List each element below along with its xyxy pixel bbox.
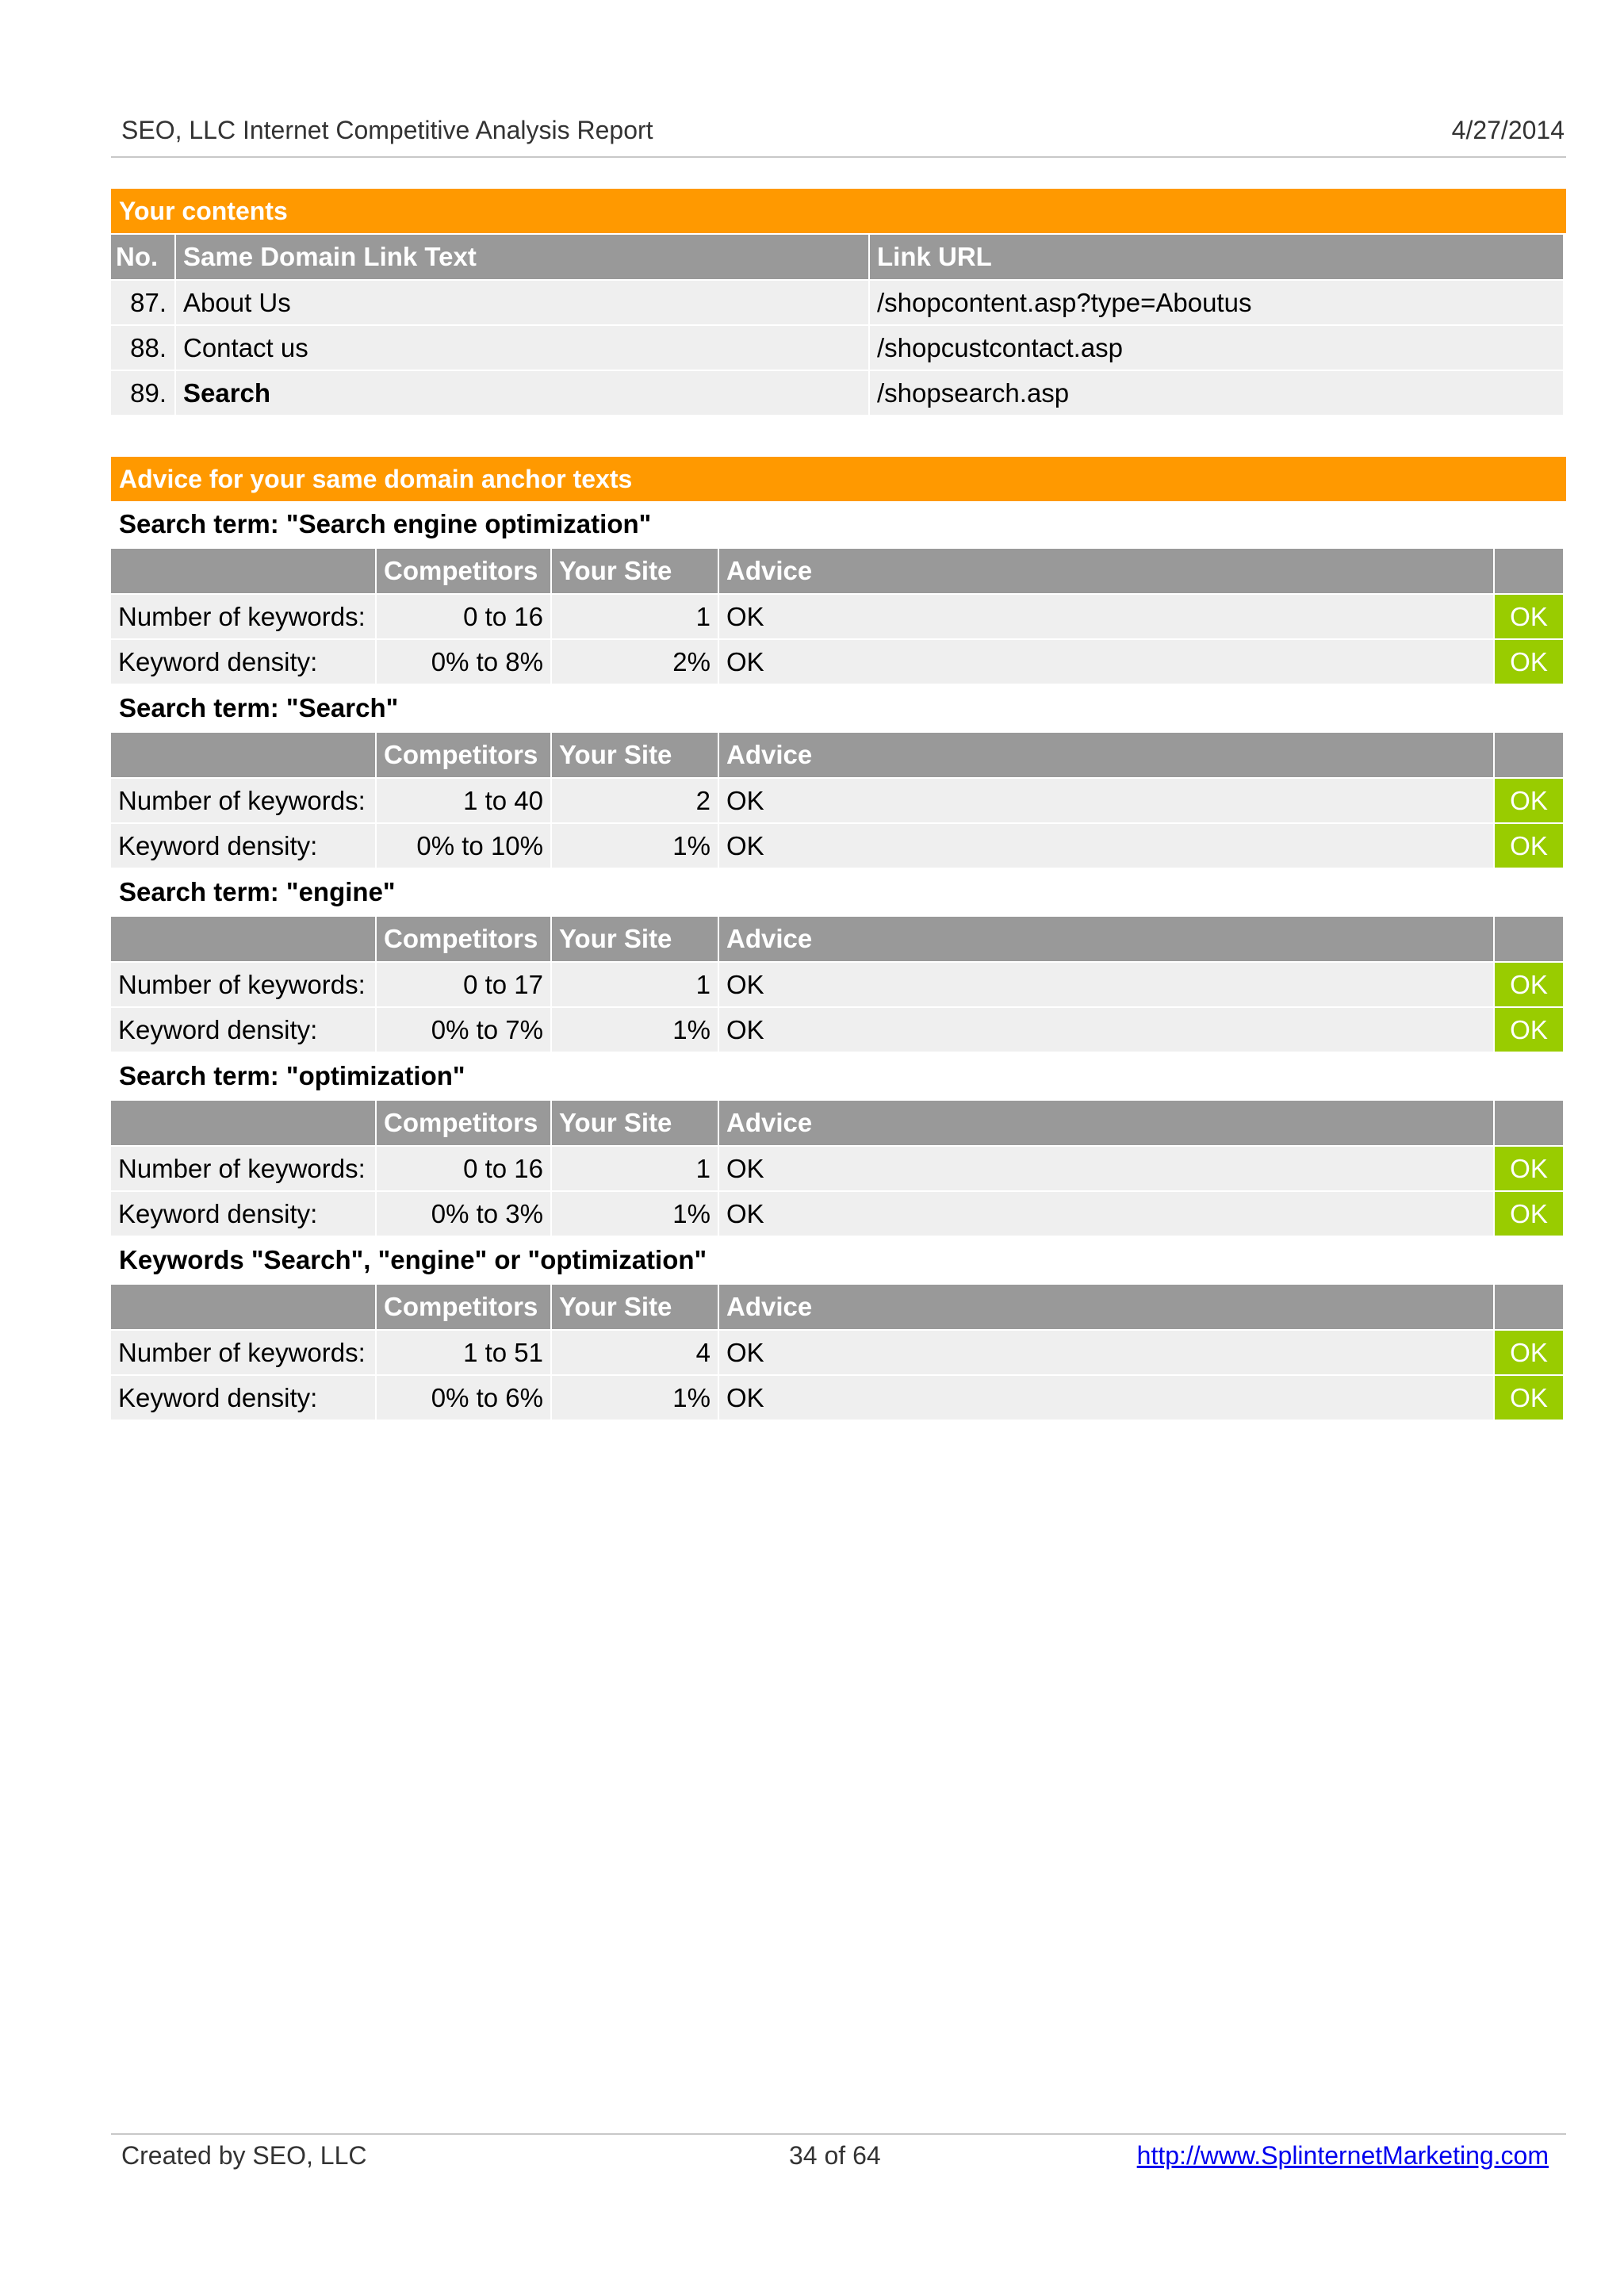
row-number: 89. [111, 371, 174, 415]
header-divider [111, 156, 1566, 158]
status-badge: OK [1495, 1331, 1563, 1374]
search-term-group [111, 869, 1566, 1053]
col-advice: Advice [719, 1285, 1493, 1329]
your-site-value: 1 [552, 595, 718, 638]
advice-section [111, 457, 1566, 1421]
page-header [121, 116, 1565, 145]
col-status [1495, 917, 1563, 961]
footer-created: Created by SEO, LLC [121, 2141, 367, 2170]
competitors-value: 0 to 16 [377, 1147, 550, 1190]
metric-label: Keyword density: [111, 1376, 375, 1420]
status-badge: OK [1495, 1192, 1563, 1236]
competitors-value: 0% to 10% [377, 824, 550, 868]
advice-text: OK [719, 1008, 1493, 1052]
competitors-value: 0% to 8% [377, 640, 550, 684]
col-your-site: Your Site [552, 1101, 718, 1145]
row-number: 88. [111, 326, 174, 370]
search-term-title: Search term: "engine" [119, 877, 396, 906]
table-row [111, 371, 1563, 415]
status-badge: OK [1495, 963, 1563, 1006]
contents-header-row [111, 235, 1563, 279]
status-badge: OK [1495, 824, 1563, 868]
advice-text: OK [719, 963, 1493, 1006]
your-site-value: 1 [552, 1147, 718, 1190]
footer-divider [111, 2133, 1566, 2135]
col-metric [111, 917, 375, 961]
competitors-value: 0 to 16 [377, 595, 550, 638]
table-row [111, 824, 1563, 868]
col-competitors: Competitors [377, 1285, 550, 1329]
metric-label: Keyword density: [111, 824, 375, 868]
search-term-title: Search term: "Search" [119, 693, 399, 722]
advice-text: OK [719, 1331, 1493, 1374]
contents-title: Your contents [111, 189, 1566, 233]
table-row [111, 1192, 1563, 1236]
metric-label: Number of keywords: [111, 779, 375, 822]
competitors-value: 0 to 17 [377, 963, 550, 1006]
metric-label: Number of keywords: [111, 595, 375, 638]
col-competitors: Competitors [377, 1101, 550, 1145]
search-term-group [111, 501, 1566, 685]
table-row [111, 1331, 1563, 1374]
col-status [1495, 1285, 1563, 1329]
advice-header-row [111, 917, 1563, 961]
col-advice: Advice [719, 917, 1493, 961]
col-your-site: Your Site [552, 733, 718, 777]
your-site-value: 1% [552, 1376, 718, 1420]
table-row [111, 1376, 1563, 1420]
contents-section [111, 189, 1566, 416]
col-metric [111, 733, 375, 777]
status-badge: OK [1495, 640, 1563, 684]
advice-text: OK [719, 1192, 1493, 1236]
status-badge: OK [1495, 1376, 1563, 1420]
link-url: /shopsearch.asp [870, 371, 1563, 415]
metric-label: Number of keywords: [111, 1331, 375, 1374]
table-row [111, 779, 1563, 822]
advice-table [109, 1283, 1565, 1421]
table-row [111, 281, 1563, 324]
search-term-title: Keywords "Search", "engine" or "optimization" [119, 1245, 707, 1274]
your-site-value: 1% [552, 1008, 718, 1052]
col-competitors: Competitors [377, 733, 550, 777]
col-status [1495, 1101, 1563, 1145]
table-row [111, 1008, 1563, 1052]
search-term-title: Search term: "optimization" [119, 1061, 465, 1090]
metric-label: Keyword density: [111, 1008, 375, 1052]
col-status [1495, 549, 1563, 593]
competitors-value: 0% to 6% [377, 1376, 550, 1420]
col-your-site: Your Site [552, 549, 718, 593]
col-advice: Advice [719, 1101, 1493, 1145]
report-date: 4/27/2014 [1451, 116, 1565, 144]
advice-text: OK [719, 779, 1493, 822]
advice-header-row [111, 549, 1563, 593]
status-badge: OK [1495, 1147, 1563, 1190]
status-badge: OK [1495, 1008, 1563, 1052]
competitors-value: 1 to 40 [377, 779, 550, 822]
metric-label: Keyword density: [111, 1192, 375, 1236]
page-number: 34 of 64 [789, 2141, 881, 2170]
table-row [111, 963, 1563, 1006]
link-url: /shopcustcontact.asp [870, 326, 1563, 370]
advice-text: OK [719, 595, 1493, 638]
col-your-site: Your Site [552, 917, 718, 961]
metric-label: Keyword density: [111, 640, 375, 684]
link-text: Search [176, 371, 868, 415]
col-competitors: Competitors [377, 549, 550, 593]
advice-table [109, 731, 1565, 869]
advice-header-row [111, 1101, 1563, 1145]
col-advice: Advice [719, 549, 1493, 593]
search-term-group [111, 685, 1566, 869]
contents-table [109, 233, 1565, 416]
advice-text: OK [719, 1376, 1493, 1420]
advice-text: OK [719, 640, 1493, 684]
advice-table [109, 915, 1565, 1053]
col-metric [111, 1285, 375, 1329]
competitors-value: 0% to 3% [377, 1192, 550, 1236]
competitors-value: 0% to 7% [377, 1008, 550, 1052]
col-advice: Advice [719, 733, 1493, 777]
metric-label: Number of keywords: [111, 1147, 375, 1190]
metric-label: Number of keywords: [111, 963, 375, 1006]
your-site-value: 1% [552, 1192, 718, 1236]
your-site-value: 4 [552, 1331, 718, 1374]
col-competitors: Competitors [377, 917, 550, 961]
report-title: SEO, LLC Internet Competitive Analysis Report [121, 116, 653, 144]
search-term-group [111, 1237, 1566, 1421]
advice-title: Advice for your same domain anchor texts [111, 457, 1566, 501]
table-row [111, 595, 1563, 638]
your-site-value: 2% [552, 640, 718, 684]
table-row [111, 1147, 1563, 1190]
advice-text: OK [719, 1147, 1493, 1190]
col-link-text: Same Domain Link Text [176, 235, 868, 279]
advice-header-row [111, 733, 1563, 777]
advice-table [109, 1099, 1565, 1237]
advice-header-row [111, 1285, 1563, 1329]
your-site-value: 1% [552, 824, 718, 868]
search-term-group [111, 1053, 1566, 1237]
advice-text: OK [719, 824, 1493, 868]
competitors-value: 1 to 51 [377, 1331, 550, 1374]
table-row [111, 326, 1563, 370]
col-no: No. [111, 235, 174, 279]
footer-link[interactable]: http://www.SplinternetMarketing.com [1136, 2141, 1549, 2170]
status-badge: OK [1495, 595, 1563, 638]
your-site-value: 1 [552, 963, 718, 1006]
advice-table [109, 547, 1565, 685]
your-site-value: 2 [552, 779, 718, 822]
link-text: About Us [176, 281, 868, 324]
row-number: 87. [111, 281, 174, 324]
col-link-url: Link URL [870, 235, 1563, 279]
search-term-title: Search term: "Search engine optimization" [119, 509, 652, 538]
link-text: Contact us [176, 326, 868, 370]
link-url: /shopcontent.asp?type=Aboutus [870, 281, 1563, 324]
col-metric [111, 549, 375, 593]
status-badge: OK [1495, 779, 1563, 822]
col-status [1495, 733, 1563, 777]
table-row [111, 640, 1563, 684]
col-metric [111, 1101, 375, 1145]
col-your-site: Your Site [552, 1285, 718, 1329]
